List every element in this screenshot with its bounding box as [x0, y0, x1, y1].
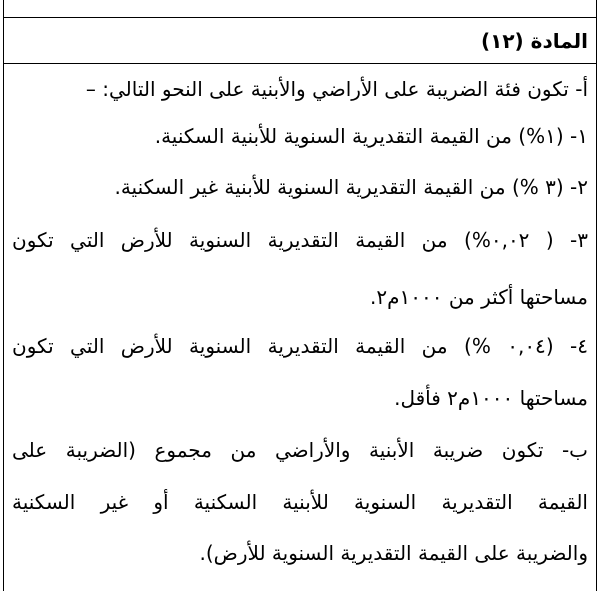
header-divider	[3, 63, 597, 64]
table-border-left	[3, 0, 4, 591]
clause-b-line-2: القيمة التقديرية السنوية للأبنية السكنية أو غير السكنية	[12, 490, 588, 514]
clause-b-line-3: والضريبة على القيمة التقديرية السنوية للأرض).	[199, 541, 588, 565]
item-4-line-2: مساحتها ١٠٠٠م٢ فأقل.	[394, 386, 588, 410]
item-1-line: ١- (١%) من القيمة التقديرية السنوية للأبنية السكنية.	[154, 124, 588, 148]
item-3-line-1: ٣- ( ٠,٠٢%) من القيمة التقديرية السنوية للأرض التي تكون	[12, 228, 589, 252]
clause-b-line-1: ب- تكون ضريبة الأبنية والأراضي من مجموع (الضريبة على	[12, 438, 588, 462]
table-border-right	[596, 0, 597, 591]
table-border-top	[3, 17, 597, 18]
article-header: المادة (١٢)	[480, 29, 588, 53]
item-4-line-1: ٤- (٠,٠٤ %) من القيمة التقديرية السنوية للأرض التي تكون	[12, 334, 588, 358]
item-2-line: ٢- (٣ %) من القيمة التقديرية السنوية للأبنية غير السكنية.	[114, 175, 588, 199]
clause-a-line: أ- تكون فئة الضريبة على الأراضي والأبنية على النحو التالي: –	[85, 77, 588, 101]
item-3-line-2: مساحتها أكثر من ١٠٠٠م٢.	[370, 285, 588, 309]
